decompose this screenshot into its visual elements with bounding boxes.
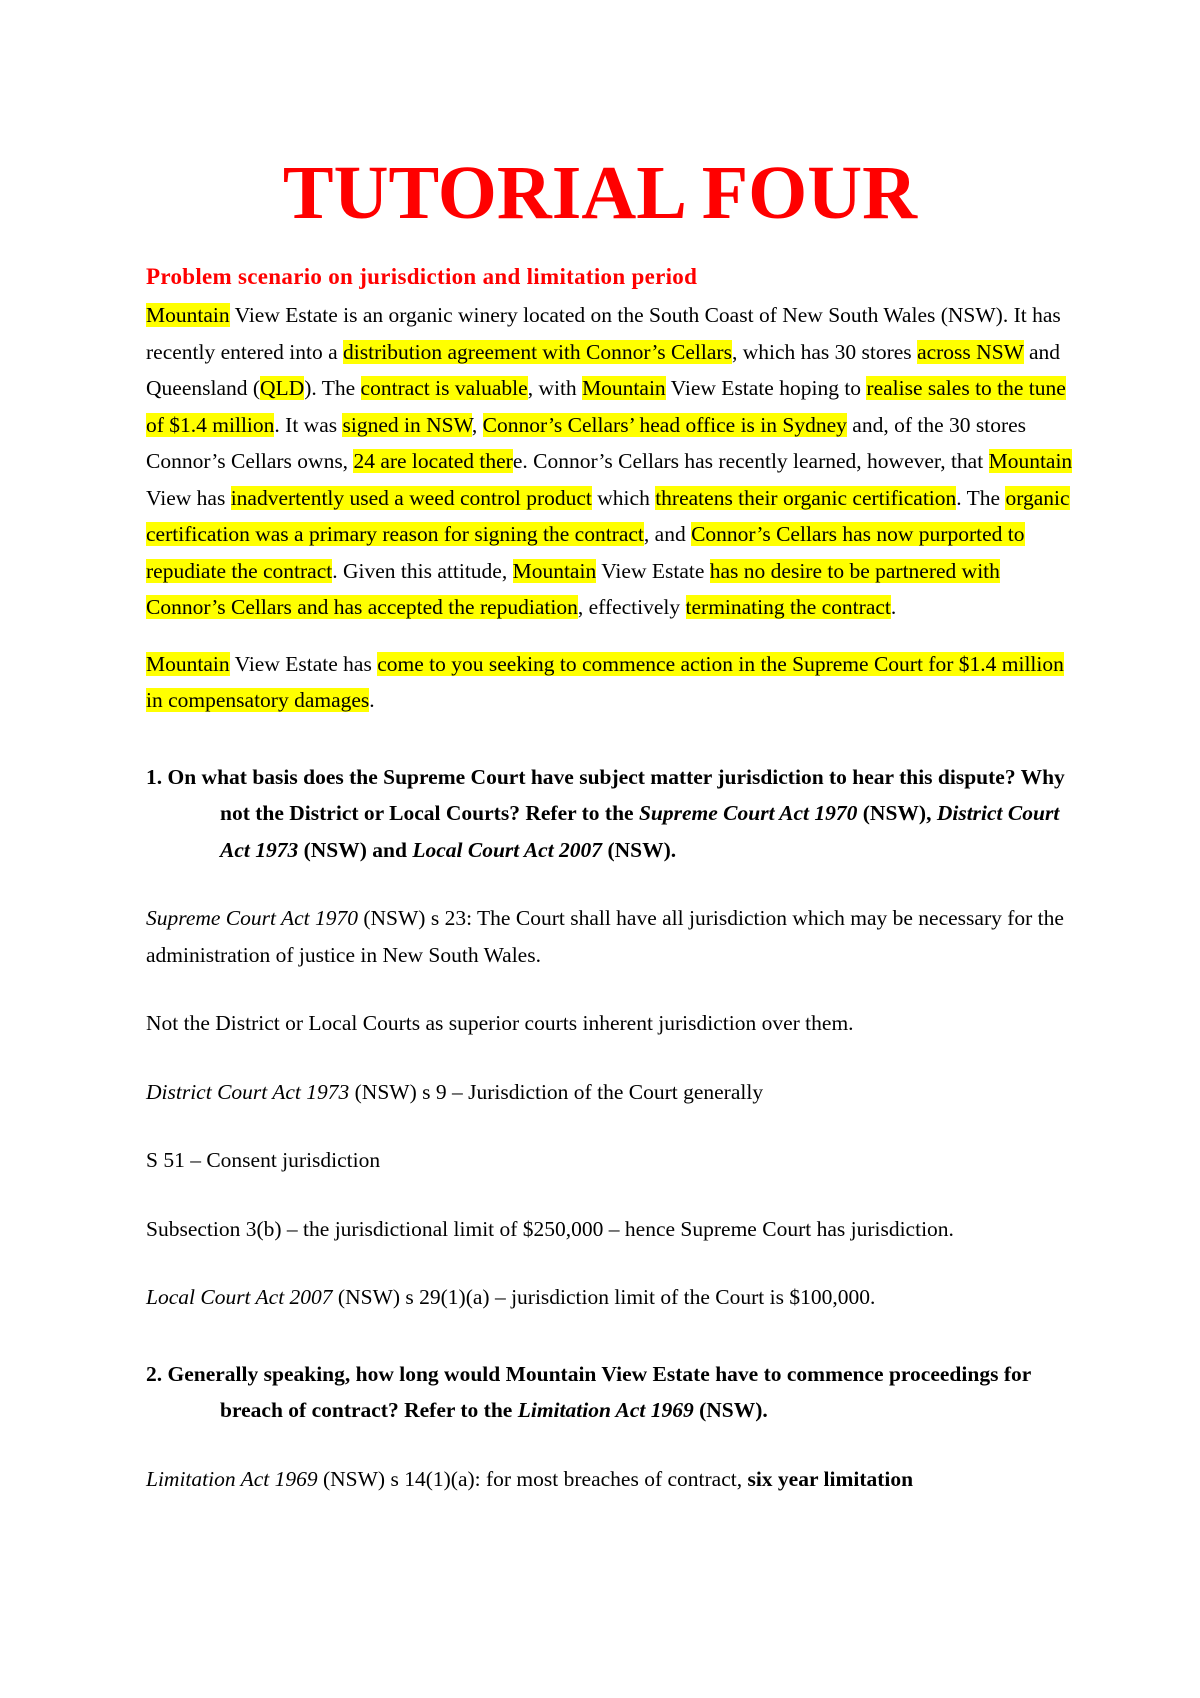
text-run: 2. Generally speaking, how long would Mountain View Estate have to commence proceedings for breach of contract? Refer to the bbox=[146, 1361, 1031, 1422]
highlighted-text: Connor’s Cellars’ head office is in Sydney bbox=[482, 412, 847, 437]
text-run: , bbox=[471, 412, 483, 437]
answer-jurisdictional-limit: Subsection 3(b) – the jurisdictional limit of $250,000 – hence Supreme Court has jurisdiction. bbox=[146, 1216, 954, 1241]
scenario-paragraph bbox=[146, 297, 1076, 626]
text-run: , and bbox=[643, 522, 692, 546]
act-citation: Local Court Act 2007 bbox=[412, 837, 603, 862]
question-2 bbox=[146, 1356, 1076, 1429]
answer-supreme-court bbox=[146, 900, 1076, 973]
act-citation: Supreme Court Act 1970 bbox=[146, 906, 358, 930]
highlighted-text: come to you seeking to commence action in the Supreme Court for $1.4 million in compensatory damages bbox=[146, 651, 1064, 712]
text-run: (NSW) s 23: The Court shall have all jurisdiction which may be necessary for the administration of justice in New South Wales. bbox=[146, 906, 1064, 967]
text-run: . The bbox=[956, 485, 1006, 510]
highlighted-text: across NSW bbox=[917, 339, 1024, 364]
text-run: and Queensland ( bbox=[146, 339, 1060, 400]
page-title: TUTORIAL FOUR bbox=[282, 151, 918, 235]
highlighted-text: realise sales to the tune of $1.4 million bbox=[146, 376, 1066, 437]
text-run: View Estate has bbox=[229, 651, 378, 676]
text-run: e. Connor’s Cellars has recently learned, however, that bbox=[512, 449, 989, 473]
answer-limitation bbox=[146, 1461, 1076, 1498]
text-run: (NSW). bbox=[693, 1398, 768, 1422]
text-run: (NSW) s 9 – Jurisdiction of the Court generally bbox=[349, 1079, 764, 1104]
answer-district-court bbox=[146, 1074, 1076, 1111]
document-body bbox=[146, 262, 1076, 1497]
act-citation: Limitation Act 1969 bbox=[146, 1466, 318, 1491]
scenario-heading: Problem scenario on jurisdiction and limitation period bbox=[146, 264, 698, 289]
act-citation: District Court Act 1973 bbox=[220, 801, 1060, 862]
text-run: . Given this attitude, bbox=[332, 558, 513, 583]
highlighted-text: signed in NSW bbox=[342, 412, 472, 437]
text-run: , with bbox=[527, 376, 583, 400]
text-run: 1. On what basis does the Supreme Court have subject matter jurisdiction to hear this dispute? Why not the District or Local Courts? Refer to the bbox=[146, 764, 1065, 825]
question-1 bbox=[146, 759, 1076, 869]
text-run: View Estate is an organic winery located on the South Coast of New South Wales (NSW). It has recently entered into a bbox=[146, 303, 1061, 364]
highlighted-text: contract is valuable bbox=[360, 376, 528, 400]
highlighted-text: Mountain bbox=[988, 449, 1073, 473]
instruction-paragraph bbox=[146, 646, 1076, 719]
text-run: (NSW) s 29(1)(a) – jurisdiction limit of the Court is $100,000. bbox=[332, 1285, 876, 1309]
text-run: View Estate bbox=[596, 558, 710, 583]
act-citation: District Court Act 1973 bbox=[146, 1079, 350, 1104]
answer-consent-jurisdiction: S 51 – Consent jurisdiction bbox=[146, 1148, 381, 1172]
highlighted-text: has no desire to be partnered with Connor’s Cellars and has accepted the repudiation bbox=[146, 558, 1000, 619]
highlighted-text: threatens their organic certification bbox=[655, 485, 957, 510]
text-run: (NSW), bbox=[857, 801, 937, 825]
highlighted-text: Mountain bbox=[582, 376, 666, 400]
text-run: (NSW) and bbox=[298, 837, 413, 862]
act-citation: Supreme Court Act 1970 bbox=[638, 801, 858, 825]
text-run: , which has 30 stores bbox=[731, 339, 918, 364]
text-run: , effectively bbox=[577, 595, 686, 619]
highlighted-text: Mountain bbox=[512, 558, 597, 583]
answer-local-court bbox=[146, 1279, 1076, 1316]
highlighted-text: Connor’s Cellars has now purported to repudiate the contract bbox=[146, 522, 1025, 583]
answer-not-district-local: Not the District or Local Courts as superior courts inherent jurisdiction over them. bbox=[146, 1011, 854, 1035]
act-citation: Local Court Act 2007 bbox=[146, 1285, 333, 1309]
text-run: (NSW) s 14(1)(a): for most breaches of contract, bbox=[317, 1466, 748, 1491]
highlighted-text: Mountain bbox=[146, 303, 230, 327]
highlighted-text: 24 are located ther bbox=[353, 449, 513, 473]
text-run: . bbox=[369, 688, 375, 712]
highlighted-text: inadvertently used a weed control product bbox=[230, 485, 592, 510]
highlighted-text: Mountain bbox=[146, 651, 230, 676]
text-run: ). The bbox=[304, 376, 361, 400]
text-run: which bbox=[591, 485, 656, 510]
emphasis-text: six year limitation bbox=[747, 1466, 914, 1491]
highlighted-text: terminating the contract bbox=[685, 595, 891, 619]
text-run: . bbox=[890, 595, 897, 619]
highlighted-text: distribution agreement with Connor’s Cellars bbox=[343, 339, 732, 364]
highlighted-text: QLD bbox=[260, 376, 305, 400]
highlighted-text: organic certification was a primary reason for signing the contract bbox=[146, 485, 1070, 546]
act-citation: Limitation Act 1969 bbox=[517, 1398, 694, 1422]
text-run: (NSW). bbox=[602, 837, 677, 862]
text-run: View Estate hoping to bbox=[665, 376, 867, 400]
text-run: View has bbox=[146, 485, 231, 510]
text-run: . It was bbox=[274, 412, 343, 437]
text-run: and, of the 30 stores Connor’s Cellars owns, bbox=[146, 412, 1027, 473]
